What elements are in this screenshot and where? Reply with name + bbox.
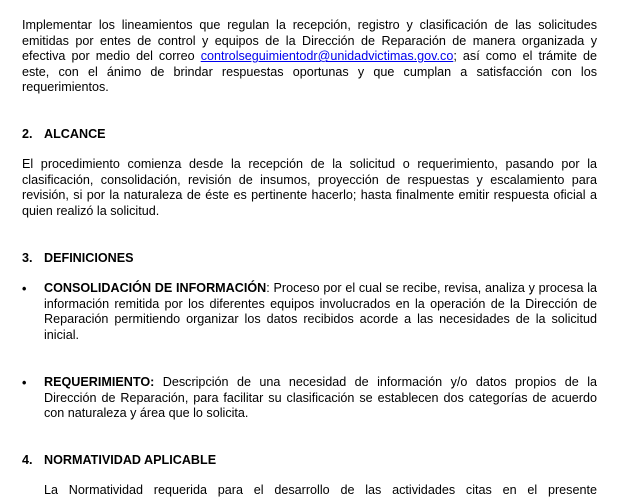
intro-text-before-link: Implementar los lineamientos que regulan la recepción, registro y clasificación de las solicitudes emitidas por entes de control y equipos de la Dirección de Reparación de manera organizada y efectiva por medio del correo <box>22 18 597 64</box>
normatividad-paragraph: La Normatividad requerida para el desarrollo de las actividades citas en el presente <box>44 483 597 497</box>
section-title: DEFINICIONES <box>44 251 134 265</box>
alcance-paragraph: El procedimiento comienza desde la recepción de la solicitud o requerimiento, pasando por la clasificación, consolidación, revisión de insumos, proyección de respuestas y escalamiento para revisión, si por la naturaleza de éste es pertinente hacerlo; hasta finalmente emitir respuesta oficial a quien realizó la solicitud. <box>22 157 597 218</box>
intro-text-after-link: ; así como el trámite de este, con el ánimo de brindar respuestas oportunas y que cumplan a satisfacción con los requerimientos. <box>22 49 598 95</box>
section-heading-alcance <box>22 126 106 142</box>
section-heading-normatividad <box>22 452 216 468</box>
definition-term: REQUERIMIENTO: <box>44 375 155 389</box>
definition-separator <box>154 375 162 389</box>
bullet-icon: • <box>22 282 27 296</box>
section-number: 2. <box>22 127 33 141</box>
section-title: ALCANCE <box>44 127 106 141</box>
definition-term: CONSOLIDACIÓN DE INFORMACIÓN <box>44 281 267 295</box>
definition-text: Descripción de una necesidad de información y/o datos propios de la Dirección de Reparación, para facilitar su clasificación se establecen dos categorías de acuerdo con naturaleza y área que lo solicita. <box>44 375 597 421</box>
section-number: 4. <box>22 453 33 467</box>
intro-paragraph <box>22 18 597 96</box>
definition-item <box>44 281 597 343</box>
bullet-icon: • <box>22 376 27 390</box>
section-number: 3. <box>22 251 33 265</box>
definition-text: Proceso por el cual se recibe, revisa, analiza y procesa la información remitida por los diferentes equipos involucrados en la operación de la Dirección de Reparación permitiendo organizar los datos recibidos acorde a las necesidades de la solicitud inicial. <box>44 281 597 342</box>
section-heading-definiciones <box>22 250 134 266</box>
section-title: NORMATIVIDAD APLICABLE <box>44 453 217 467</box>
definition-item <box>44 375 597 422</box>
definition-separator: : <box>266 281 274 295</box>
email-link[interactable]: controlseguimientodr@unidadvictimas.gov.co <box>200 49 454 64</box>
